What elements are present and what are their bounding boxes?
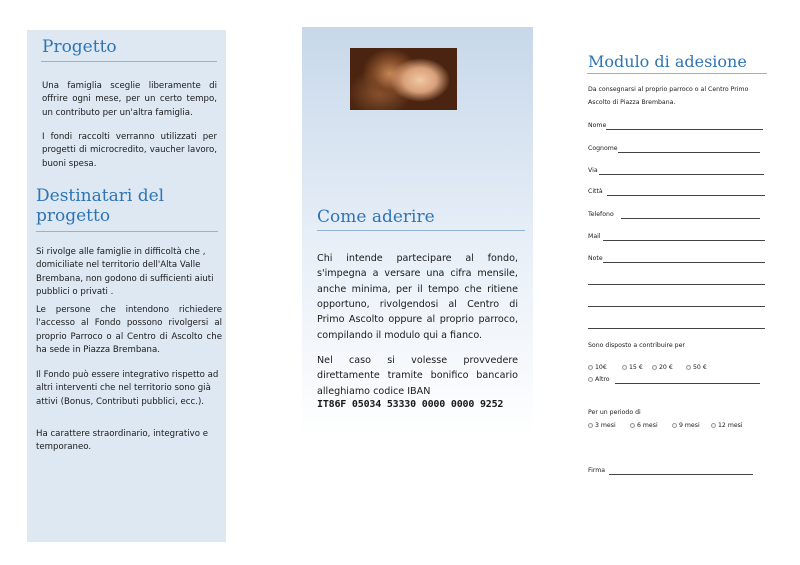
note-field[interactable] (603, 262, 765, 263)
radio-icon (588, 365, 593, 370)
field-label-firma: Firma (588, 467, 606, 474)
period-option-12[interactable] (711, 422, 743, 429)
amount-option-10[interactable] (588, 364, 607, 371)
come-aderire-paragraph-1: Chi intende partecipare al fondo, s'impegna a versare una cifra mensile, anche minima, per il tempo che ritiene opportuno, rivolgendosi al Centro di Primo Ascolto oppure al proprio parroco, compilando il modulo qui a fianco. (317, 253, 518, 341)
mail-field[interactable] (603, 240, 765, 241)
field-label-note: Note (588, 255, 603, 262)
field-label-cognome: Cognome (588, 145, 618, 152)
altro-field[interactable] (615, 383, 760, 384)
title-line: Destinatari del (36, 186, 165, 206)
field-label-via: Via (588, 167, 598, 174)
progetto-paragraph-2: I fondi raccolti verranno utilizzati per progetti di microcredito, vaucher lavoro, buoni spesa. (42, 132, 217, 169)
destinatari-paragraph-3: Il Fondo può essere integrativo rispetto ad altri interventi che nel territorio sono già attivi (Bonus, Contributi pubblici, ecc.). (36, 370, 219, 407)
note-field-line[interactable] (588, 306, 765, 307)
destinatari-paragraph-2: Le persone che intendono richiedere l'accesso al Fondo possono rivolgersi al proprio Parroco o al Centro di Ascolto che ha sede in Piazza Brembana. (36, 305, 222, 355)
title-rule (587, 73, 767, 74)
option-label: 50 € (693, 364, 707, 371)
field-label-citta: Città (588, 188, 603, 195)
radio-icon (711, 423, 716, 428)
option-label: 6 mesi (637, 422, 658, 429)
radio-icon (588, 377, 593, 382)
period-label: Per un periodo di (588, 409, 641, 416)
amount-option-altro[interactable] (588, 376, 610, 383)
option-label: 20 € (659, 364, 673, 371)
title-line: progetto (36, 206, 111, 227)
period-option-6[interactable] (630, 422, 658, 429)
section-title-come-aderire: Come aderire (317, 207, 435, 227)
title-rule (36, 231, 218, 232)
firma-field[interactable] (609, 474, 753, 475)
radio-icon (630, 423, 635, 428)
option-label: Altro (595, 376, 610, 383)
radio-icon (686, 365, 691, 370)
nome-field[interactable] (606, 129, 763, 130)
option-label: 10€ (595, 364, 607, 371)
field-label-nome: Nome (588, 122, 607, 129)
destinatari-paragraph-4: Ha carattere straordinario, integrativo e temporaneo. (36, 429, 208, 453)
option-label: 9 mesi (679, 422, 700, 429)
option-label: 15 € (629, 364, 643, 371)
radio-icon (672, 423, 677, 428)
form-intro-line: Ascolto di Piazza Brembana. (588, 99, 676, 106)
option-label: 3 mesi (595, 422, 616, 429)
note-field-line[interactable] (588, 284, 765, 285)
option-label: 12 mesi (718, 422, 743, 429)
amount-option-50[interactable] (686, 364, 707, 371)
period-option-3[interactable] (588, 422, 616, 429)
progetto-paragraph-1: Una famiglia sceglie liberamente di offrire ogni mese, per un certo tempo, un contributo per un'altra famiglia. (42, 81, 217, 118)
amount-option-15[interactable] (622, 364, 643, 371)
destinatari-paragraph-1: Si rivolge alle famiglie in difficoltà che , domiciliate nel territorio dell'Alta Valle Brembana, non godono di sufficienti aiuti pubblici o privati . (36, 247, 214, 297)
title-rule (317, 230, 525, 231)
contribution-label: Sono disposto a contribuire per (588, 342, 685, 349)
radio-icon (622, 365, 627, 370)
radio-icon (588, 423, 593, 428)
form-title: Modulo di adesione (588, 52, 747, 71)
child-photo (350, 48, 457, 110)
amount-option-20[interactable] (652, 364, 673, 371)
section-title-progetto: Progetto (42, 37, 117, 57)
via-field[interactable] (599, 174, 764, 175)
iban-code: IT86F 05034 53330 0000 0000 9252 (317, 399, 504, 410)
period-option-9[interactable] (672, 422, 700, 429)
come-aderire-paragraph-2: Nel caso si volesse provvedere direttamente tramite bonifico bancario alleghiamo codice IBAN (317, 355, 518, 397)
citta-field[interactable] (607, 195, 765, 196)
title-rule (41, 61, 217, 62)
telefono-field[interactable] (621, 218, 760, 219)
radio-icon (652, 365, 657, 370)
field-label-mail: Mail (588, 233, 601, 240)
note-field-line[interactable] (588, 328, 765, 329)
section-title-destinatari (36, 186, 164, 227)
field-label-telefono: Telefono (588, 211, 614, 218)
form-intro-line: Da consegnarsi al proprio parroco o al Centro Primo (588, 86, 749, 93)
cognome-field[interactable] (618, 152, 760, 153)
